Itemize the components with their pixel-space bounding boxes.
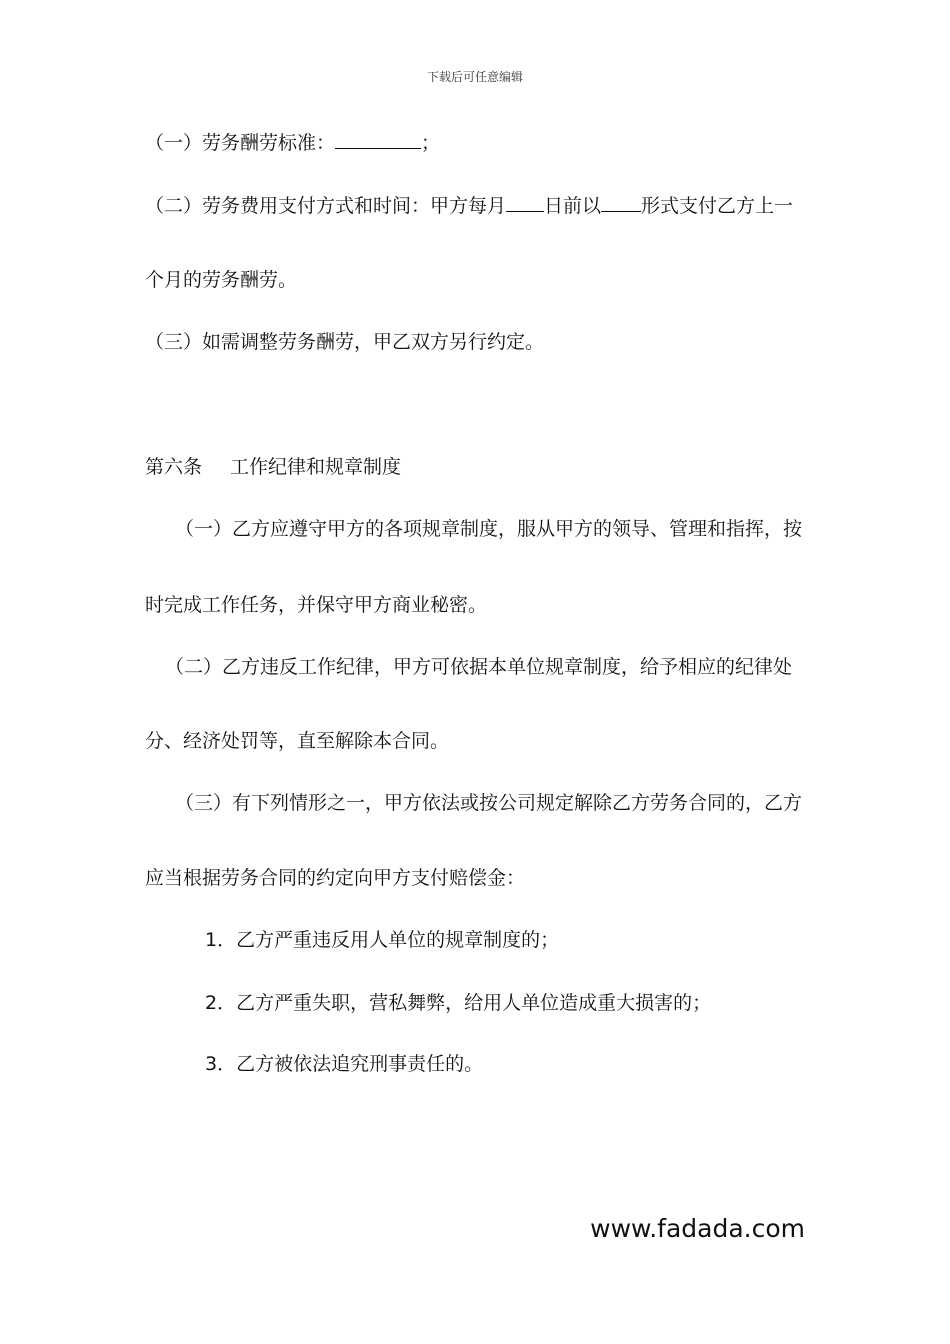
- article-six-heading: [145, 454, 401, 480]
- blank-field: [601, 193, 641, 212]
- text: （一）劳务酬劳标准：: [145, 132, 336, 154]
- article-title: 工作纪律和规章制度: [230, 456, 402, 478]
- blank-field: [506, 193, 544, 212]
- text: （二）劳务费用支付方式和时间：甲方每月: [145, 195, 507, 217]
- text: ；: [421, 132, 441, 154]
- clause-one-line1: （一）乙方应遵守甲方的各项规章制度，服从甲方的领导、管理和指挥，按: [175, 518, 803, 540]
- clause-three-line1: （三）有下列情形之一，甲方依法或按公司规定解除乙方劳务合同的，乙方: [175, 792, 803, 814]
- paragraph-payment-method: [145, 193, 793, 219]
- clause-two-line1: （二）乙方违反工作纪律，甲方可依据本单位规章制度，给予相应的纪律处: [165, 656, 793, 678]
- paragraph-compensation-standard: [145, 130, 440, 156]
- page-header-note: 下载后可任意编辑: [426, 70, 523, 84]
- text: 形式支付乙方上一: [641, 195, 794, 217]
- clause-two-line2: 分、经济处罚等，直至解除本合同。: [145, 730, 450, 752]
- blank-field: [335, 130, 421, 149]
- clause-one-line2: 时完成工作任务，并保守甲方商业秘密。: [145, 594, 488, 616]
- article-number: 第六条: [145, 456, 203, 478]
- footer-website: www.fadada.com: [590, 1214, 805, 1243]
- paragraph-adjustment: （三）如需调整劳务酬劳，甲乙双方另行约定。: [145, 331, 545, 353]
- text: 日前以: [544, 195, 602, 217]
- list-item: 1．乙方严重违反用人单位的规章制度的；: [205, 929, 560, 951]
- paragraph-payment-method-cont: 个月的劳务酬劳。: [145, 269, 298, 291]
- list-item: 2．乙方严重失职，营私舞弊，给用人单位造成重大损害的；: [205, 992, 712, 1014]
- list-item: 3．乙方被依法追究刑事责任的。: [205, 1053, 484, 1075]
- clause-three-line2: 应当根据劳务合同的约定向甲方支付赔偿金：: [145, 867, 526, 889]
